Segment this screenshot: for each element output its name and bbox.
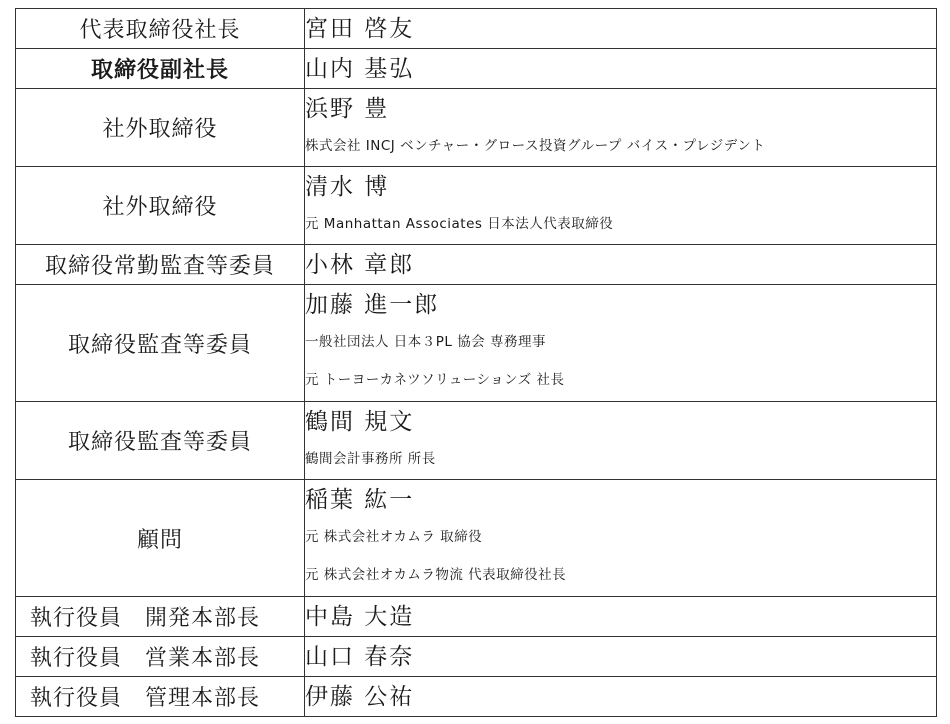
officer-name: 加藤 進一郎 — [305, 292, 440, 318]
officer-row — [16, 167, 937, 245]
officer-row — [16, 245, 937, 285]
officer-name: 宮田 啓友 — [305, 15, 415, 42]
officer-cell — [305, 637, 937, 677]
officer-row — [16, 9, 937, 49]
officer-role: 取締役副社長 — [16, 49, 305, 89]
officer-role: 取締役常勤監査等委員 — [16, 245, 305, 285]
officer-name: 中島 大造 — [305, 603, 415, 630]
officer-role: 取締役監査等委員 — [16, 402, 305, 480]
officers-table — [15, 8, 937, 717]
officer-note: 株式会社 INCJ ベンチャー・グロース投資グループ バイス・プレジデント — [305, 137, 766, 154]
officer-cell — [305, 285, 937, 402]
officer-cell — [305, 597, 937, 637]
officer-role: 執行役員 営業本部長 — [16, 637, 305, 677]
officer-name: 山内 基弘 — [305, 55, 415, 82]
officer-note: 元 トーヨーカネツソリューションズ 社長 — [305, 372, 565, 388]
officer-cell — [305, 9, 937, 49]
officer-role: 顧問 — [16, 480, 305, 597]
officer-row — [16, 480, 937, 597]
officer-name: 清水 博 — [305, 173, 390, 200]
officer-cell — [305, 480, 937, 597]
officer-note: 一般社団法人 日本３PL 協会 専務理事 — [305, 334, 547, 350]
officer-role: 執行役員 管理本部長 — [16, 677, 305, 717]
officer-row — [16, 402, 937, 480]
officer-row — [16, 49, 937, 89]
officer-note: 元 株式会社オカムラ 取締役 — [305, 529, 483, 545]
officer-name: 浜野 豊 — [305, 95, 390, 122]
officer-row — [16, 89, 937, 167]
officer-row — [16, 637, 937, 677]
officer-name: 小林 章郎 — [305, 251, 415, 278]
officer-cell — [305, 167, 937, 245]
officer-name: 鶴間 規文 — [305, 408, 415, 435]
officer-cell — [305, 89, 937, 167]
officer-note: 元 株式会社オカムラ物流 代表取締役社長 — [305, 567, 567, 583]
officer-role: 代表取締役社長 — [16, 9, 305, 49]
officer-row — [16, 285, 937, 402]
officer-row — [16, 597, 937, 637]
officer-name: 山口 春奈 — [305, 643, 415, 670]
officer-name: 稲葉 紘一 — [305, 487, 415, 513]
officer-cell — [305, 245, 937, 285]
officer-cell — [305, 49, 937, 89]
officer-role: 社外取締役 — [16, 167, 305, 245]
officer-row — [16, 677, 937, 717]
officer-name: 伊藤 公祐 — [305, 683, 415, 710]
officer-cell — [305, 677, 937, 717]
officer-role: 社外取締役 — [16, 89, 305, 167]
officer-cell — [305, 402, 937, 480]
officer-note: 元 Manhattan Associates 日本法人代表取締役 — [305, 215, 614, 232]
officer-role: 執行役員 開発本部長 — [16, 597, 305, 637]
officer-role: 取締役監査等委員 — [16, 285, 305, 402]
officer-note: 鶴間会計事務所 所長 — [305, 450, 436, 467]
